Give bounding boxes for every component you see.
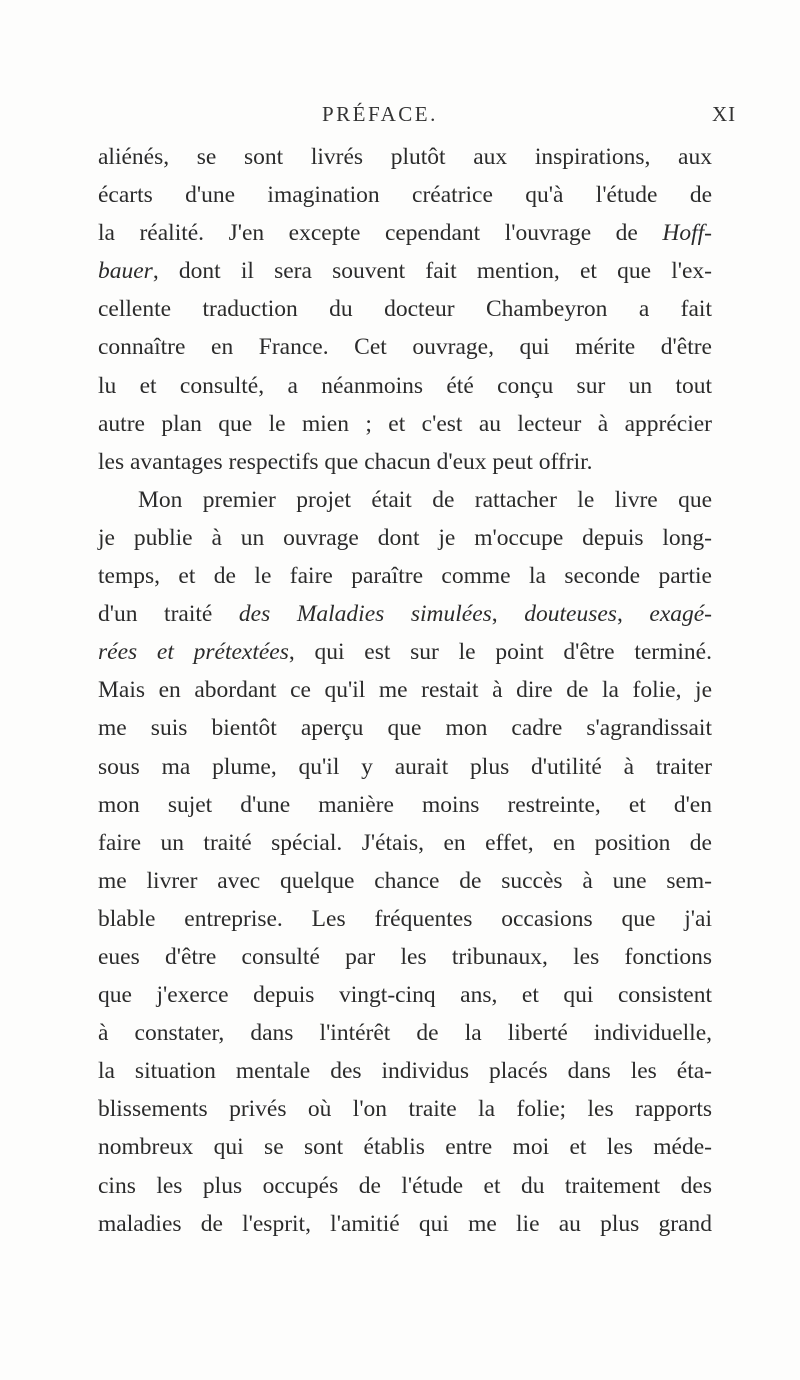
text-line-17: sous ma plume, qu'il y aurait plus d'utilité à traiter xyxy=(98,753,712,780)
italic-title: douteuses xyxy=(524,601,617,628)
text-line-11: je publie à un ouvrage dont je m'occupe depuis long- xyxy=(98,524,712,551)
page-number: XI xyxy=(712,102,737,126)
text-line-5: cellente traduction du docteur Chambeyron a fait xyxy=(98,296,712,323)
text-line-10: Mon premier projet était de rattacher le livre que xyxy=(138,486,712,513)
text-line-7: lu et consulté, a néanmoins été conçu sur un tout xyxy=(98,372,712,399)
body-text xyxy=(98,138,712,1243)
text-line-15: Mais en abordant ce qu'il me restait à dire de la folie, je xyxy=(98,677,712,704)
text-line-9: les avantages respectifs que chacun d'eux peut offrir. xyxy=(98,448,593,475)
text-line-12: temps, et de le faire paraître comme la seconde partie xyxy=(98,563,712,590)
text-line-23: que j'exerce depuis vingt-cinq ans, et qui consistent xyxy=(98,982,712,1009)
text-line-19: faire un traité spécial. J'étais, en effet, en position de xyxy=(98,829,712,856)
text-line-24: à constater, dans l'intérêt de la liberté individuelle, xyxy=(98,1020,712,1047)
text-line-25: la situation mentale des individus placés dans les éta- xyxy=(98,1058,712,1085)
text-line-28: cins les plus occupés de l'étude et du traitement des xyxy=(98,1172,712,1199)
italic-name: bauer xyxy=(98,258,153,285)
italic-title: rées et prétextées xyxy=(98,639,289,666)
running-head xyxy=(0,102,800,138)
text-line-8: autre plan que le mien ; et c'est au lecteur à apprécier xyxy=(98,410,712,437)
text-line-29: maladies de l'esprit, l'amitié qui me lie au plus grand xyxy=(98,1210,712,1237)
text-line-4: bauer, dont il sera souvent fait mention, et que l'ex- xyxy=(98,258,712,285)
text-line-16: me suis bientôt aperçu que mon cadre s'agrandissait xyxy=(98,715,712,742)
text-line-18: mon sujet d'une manière moins restreinte, et d'en xyxy=(98,791,712,818)
text-line-21: blable entreprise. Les fréquentes occasions que j'ai xyxy=(98,905,712,932)
text-line-13: d'un traité des Maladies simulées, douteuses, exagé- xyxy=(98,601,713,628)
text-line-6: connaître en France. Cet ouvrage, qui mérite d'être xyxy=(98,334,712,361)
text-line-3: la réalité. J'en excepte cependant l'ouvrage de Hoff- xyxy=(98,220,712,247)
text-line-27: nombreux qui se sont établis entre moi et les méde- xyxy=(98,1134,712,1161)
text-line-1: aliénés, se sont livrés plutôt aux inspirations, aux xyxy=(98,144,712,170)
italic-title: des Maladies simulées xyxy=(238,601,492,628)
italic-name: Hoff- xyxy=(662,220,712,247)
text-line-14: rées et prétextées, qui est sur le point d'être terminé. xyxy=(98,639,712,666)
running-title: PRÉFACE. xyxy=(322,102,438,126)
text-line-22: eues d'être consulté par les tribunaux, les fonctions xyxy=(98,943,712,970)
text-line-20: me livrer avec quelque chance de succès à une sem- xyxy=(98,867,712,894)
italic-title: exagé- xyxy=(649,601,713,628)
text-line-2: écarts d'une imagination créatrice qu'à l'étude de xyxy=(98,182,712,209)
text-line-26: blissements privés où l'on traite la folie; les rapports xyxy=(98,1096,712,1123)
